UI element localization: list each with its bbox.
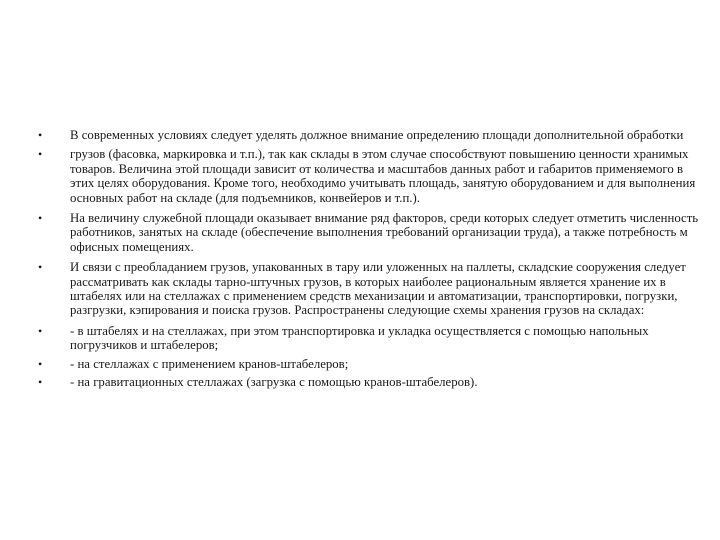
bullet-icon: • xyxy=(38,147,43,162)
list-item xyxy=(38,357,710,371)
bullet-icon: • xyxy=(38,128,43,142)
list-item-text: И связи с преобладанием грузов, упакованных в тару или уложенных на паллеты, складские сооружения следует рассматривать как склады тарно-штучных грузов, в которых наиболее рациональным является хранение их в штабелях или на стеллажах с применением средств механизации и автоматизации, транспортировки, погрузки, разгрузки, кэпирования и поиска грузов. Распространены следующие схемы хранения грузов на складах: xyxy=(70,260,686,318)
list-item-text: - в штабелях и на стеллажах, при этом транспортировка и укладка осуществляется с помощью напольных погрузчиков и штабелеров; xyxy=(70,323,649,353)
list-item xyxy=(38,324,710,353)
bullet-icon: • xyxy=(38,260,43,275)
list-item xyxy=(38,128,710,142)
bullet-icon: • xyxy=(38,375,43,390)
bullet-list xyxy=(38,128,710,395)
list-item-text: - на стеллажах с применением кранов-штабелеров; xyxy=(70,356,349,371)
bullet-icon: • xyxy=(38,323,43,338)
list-item-text: На величину служебной площади оказывает внимание ряд факторов, среди которых следует отметить численность работников, занятых на складе (обеспечение выполнения требований организации труда), а также потребность м офисных помещениях. xyxy=(70,211,699,254)
list-item xyxy=(38,260,710,318)
list-item-text: грузов (фасовка, маркировка и т.п.), так как склады в этом случае способствуют повышению ценности хранимых товаров. Величина этой площади зависит от количества и масштабов данных работ и габаритов применяемого в этих целях оборудования. Кроме того, необходимо учитывать площадь, занятую оборудованием и для выполнения основных работ на складе (для подъемников, конвейеров и т.п.). xyxy=(70,147,696,205)
bullet-icon: • xyxy=(38,211,43,226)
list-item xyxy=(38,375,710,389)
list-item xyxy=(38,211,710,254)
list-item-text: - на гравитационных стеллажах (загрузка с помощью кранов-штабелеров). xyxy=(70,375,478,390)
list-item xyxy=(38,147,710,205)
bullet-icon: • xyxy=(38,356,43,371)
list-item-text: В современных условиях следует уделять должное внимание определению площади дополнительной обработки xyxy=(70,128,684,142)
